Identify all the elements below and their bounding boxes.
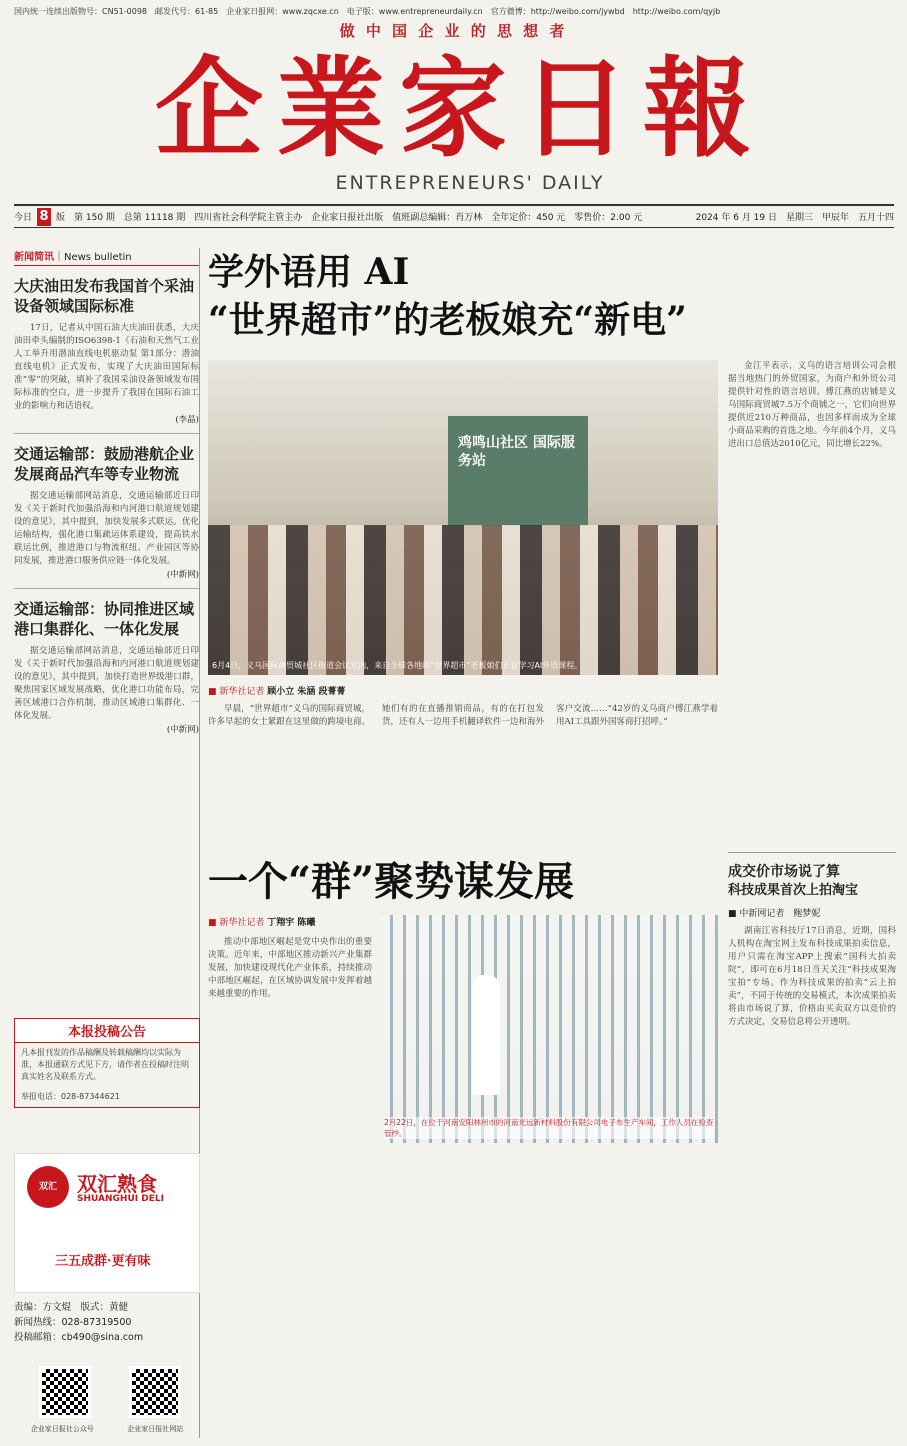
second-byline: ■ 新华社记者 丁翔宇 陈曦	[208, 918, 316, 928]
masthead-logo: 企業家日報	[154, 46, 765, 172]
worker-figure	[472, 975, 500, 1095]
second-headline[interactable]: 一个“群”聚势谋发展	[208, 858, 575, 905]
date-info: 2024 年 6 月 19 日 星期三 甲辰年 五月十四	[695, 213, 894, 223]
editors-line: 责编：方文焜 版式：黄健	[14, 1302, 129, 1313]
brand-name-cn: 双汇熟食	[77, 1172, 157, 1196]
crowd-image	[208, 525, 718, 675]
bulletin-item-body: 据交通运输部网站消息，交通运输部近日印发《关于新时代加强沿海和内河港口航道规划建设的意见》，其中提到，加快打造世界级港口群，聚焦国家区域发展战略，优化港口功能布局，完善区域港口合作机制，推动区域港口集群化、一体化发展。	[14, 646, 199, 721]
notice-title: 本报投稿公告	[15, 1019, 199, 1043]
lead-photo	[208, 360, 718, 675]
wechat-qr-icon[interactable]	[39, 1366, 91, 1418]
slogan: 做 中 国 企 业 的 思 想 者	[339, 22, 568, 40]
tech-auction-subhead: 科技成果首次上拍淘宝	[728, 883, 859, 898]
lead-headline[interactable]	[208, 248, 898, 344]
community-sign: 鸡鸣山社区 国际服务站	[448, 416, 588, 526]
second-story-left	[208, 915, 372, 1436]
bulletin-item-title[interactable]: 交通运输部：鼓励港航企业发展商品汽车等专业物流	[14, 445, 195, 483]
bulletin-item-title[interactable]: 大庆油田发布我国首个采油设备领域国际标准	[14, 277, 195, 315]
lead-photo-caption: 6月4日，义乌国际商贸城社区街道会议室内，来自全球各地的“世界超市”老板娘们正在学习AI外语课程。	[212, 661, 583, 670]
bulletin-item-body: 17日，记者从中国石油大庆油田获悉，大庆油田牵头编制的ISO6398-1《石油和天然气工业 人工举升用潜油直线电机驱动泵 第1部分：潜油直线电机》正式发布，实现了大庆油田国际标准“零”的突破，填补了我国采油设备领域发布国际标准的空白，进一步提升了我国在国际石油工业的影响力和话语权。	[14, 323, 199, 411]
publication-info-line: 国内统一连续出版物号：CN51-0098 邮发代号：61-85 企业家日报网：www.zqcxe.cn 电子版：www.entrepreneurdaily.cn 官方微博：http://weibo.com/jywbd http://weibo.com/qyjb	[14, 7, 721, 16]
brand-slogan: 三五成群·更有味	[55, 1254, 151, 1269]
notice-text: 凡本报刊发的作品稿酬及转载稿酬均以实际为准，本报通联方式见下方，请作者在投稿时注明真实姓名及联系方式。	[21, 1048, 189, 1081]
qr-codes	[20, 1366, 200, 1418]
continued-body: 金江平表示，义乌的语言培训公司会根据当地热门的外贸国家，为商户和外贸公司提供针对性的语言培训。傅江燕的店铺是义乌国际商贸城7.5万个商铺之一，它们向世界提供近210万种商品，也因多样而成为全球小商品采购的首选之地。今年前4个月，义乌进出口总值达2010亿元，同比增长22%。	[728, 361, 896, 449]
second-story-body: 推动中部地区崛起是党中央作出的重要决策。近年来，中部地区推动新兴产业集群发展，加快建设现代化产业体系，持续推动中部地区崛起，在区域协调发展中发挥着越来越重要的作用。	[208, 937, 372, 999]
brand-name-en: SHUANGHUI DELI	[77, 1194, 164, 1204]
qr-label: 企业家日报社公众号	[30, 1425, 94, 1433]
bulletin-title-cn: 新闻简讯	[14, 252, 54, 263]
shuanghui-logo-icon: 双汇	[27, 1166, 69, 1208]
masthead-english: ENTREPRENEURS' DAILY	[335, 172, 605, 194]
qr-labels	[14, 1424, 200, 1434]
editor-credits	[14, 1300, 200, 1345]
hotline: 新闻热线：028-87319500	[14, 1317, 132, 1328]
tech-auction-byline: ■ 中新网记者 鲍梦妮	[728, 909, 821, 919]
bulletin-title-en: News bulletin	[64, 252, 132, 263]
lead-byline: ■ 新华社记者 顾小立 朱涵 段菁菁	[208, 687, 346, 697]
lead-story	[208, 684, 718, 853]
website-qr-icon[interactable]	[129, 1366, 181, 1418]
today-label: 今日	[14, 213, 33, 223]
page-count-badge: 8	[37, 208, 51, 226]
tech-auction-story	[728, 852, 896, 1437]
notice-phone: 举报电话：028-87344621	[21, 1092, 120, 1101]
bulletin-item-author: (中新网)	[166, 725, 199, 735]
bulletin-item-body: 据交通运输部网站消息，交通运输部近日印发《关于新时代加强沿海和内河港口航道规划建设的意见》，其中提到，加快发展多式联运。优化运输结构，强化港口集疏运体系建设，提高铁水联运比例，推进港口与物流枢纽、产业园区等协同发展，推进港口服务供应链一体化发展。	[14, 491, 199, 566]
tech-auction-body: 湖南江省科技厅17日消息，近期，国科人机构在淘宝网上发布科技成果拍卖信息，用户只需在淘宝APP上搜索“国科大拍卖院”，即可在6月18日当天关注“科技成果淘宝拍”专场。作为科技成果的拍卖“云上拍卖”，不同于传统的交易模式，本次成果拍卖将由市场说了算，价格由买卖双方以竞价的方式决定，交易信息将公开透明。	[728, 926, 896, 1027]
bulletin-header: 新闻简讯｜News bulletin	[14, 248, 199, 266]
shuanghui-ad[interactable]	[14, 1153, 200, 1293]
lead-headline-line1: 学外语用 AI	[208, 251, 410, 293]
bulletin-item	[14, 599, 199, 735]
yarn-rolls-image	[380, 915, 718, 1143]
lead-story-continued	[728, 360, 896, 850]
qr-label: 企业家日报社网站	[127, 1425, 184, 1433]
lead-headline-line2: “世界超市”的老板娘充“新电”	[208, 299, 687, 341]
submission-email[interactable]: 投稿邮箱：cb490@sina.com	[14, 1332, 144, 1343]
submission-notice	[14, 1018, 200, 1108]
bulletin-item-title[interactable]: 交通运输部：协同推进区域港口集群化、一体化发展	[14, 600, 195, 638]
bulletin-item-author: (李晶)	[175, 415, 199, 425]
tech-auction-headline[interactable]: 成交价市场说了算	[728, 864, 840, 880]
lead-story-body: 早晨，“世界超市”义乌的国际商贸城，许多早起的女士紧跟在这里做的跨境电商。她们有的在直播推销商品，有的在打包发货，还有人一边用手机翻译软件一边和海外客户交流……“42岁的义乌商户傅江燕学着用AI工具跟外国客商打招呼。”	[208, 704, 718, 727]
issue-info: 版 第 150 期 总第 11118 期 四川省社会科学院主管主办 企业家日报社出版 值班副总编辑：肖万林 全年定价：450 元 零售价：2.00 元	[56, 213, 643, 223]
bulletin-item-author: (中新网)	[166, 570, 199, 580]
factory-photo	[380, 915, 718, 1143]
bulletin-item	[14, 444, 199, 580]
issue-info-bar	[14, 204, 894, 228]
bulletin-item	[14, 276, 199, 425]
factory-photo-caption: 2月22日，在位于河南安阳林州市的河南光远新材料股份有限公司电子布生产车间，工作人员在检查管纱。	[384, 1118, 714, 1138]
